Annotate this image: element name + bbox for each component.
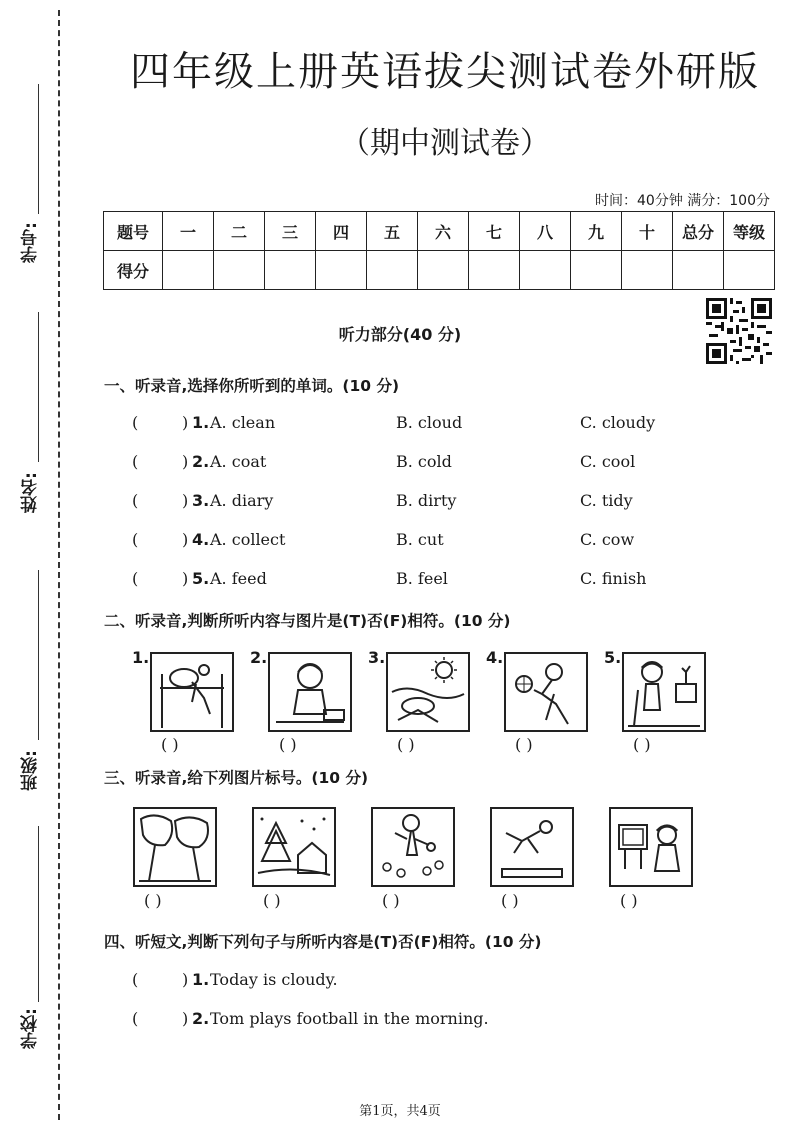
option-b: B. cut <box>396 530 444 549</box>
q1-item: ( ) 3. A. diary B. dirty C. tidy <box>132 491 633 510</box>
score-input-cell[interactable] <box>520 251 571 290</box>
option-c: C. cow <box>580 530 635 549</box>
option-b: B. dirty <box>396 491 457 510</box>
boy-watching-tv-icon <box>609 807 693 887</box>
answer-blank[interactable]: ) <box>182 413 189 432</box>
score-table-header-row <box>104 212 775 251</box>
q2-heading: 二、听录音,判断所听内容与图片是(T)否(F)相符。(10 分) <box>104 612 511 630</box>
answer-blank[interactable]: ( ) <box>161 735 179 754</box>
q1-item: ( ) 5. A. feed B. feel C. finish <box>132 569 647 588</box>
option-c: C. cool <box>580 452 636 471</box>
statement-text: Tom plays football in the morning. <box>210 1009 489 1028</box>
option-a: A. clean <box>210 413 276 432</box>
girl-picking-apples-icon <box>371 807 455 887</box>
class-label: 班级: <box>21 750 41 791</box>
boy-sweeping-icon <box>622 652 706 732</box>
option-c: C. tidy <box>580 491 633 510</box>
score-row-label: 得分 <box>104 251 163 290</box>
answer-blank[interactable]: ( ) <box>382 891 400 910</box>
answer-blank[interactable]: ) <box>182 1009 189 1028</box>
answer-blank[interactable]: ) <box>182 970 189 989</box>
answer-blank[interactable]: ( ) <box>397 735 415 754</box>
listening-section-heading: 听力部分(40 分) <box>338 325 462 344</box>
answer-blank[interactable]: ) <box>182 569 189 588</box>
option-a: A. collect <box>210 530 286 549</box>
answer-blank[interactable]: ( ) <box>263 891 281 910</box>
score-header-cell: 八 <box>520 212 571 251</box>
student-id-line <box>38 84 39 214</box>
score-header-cell: 等级 <box>724 212 775 251</box>
score-header-cell: 三 <box>265 212 316 251</box>
picture-number: 5. <box>604 648 622 667</box>
school-line <box>38 826 39 1002</box>
school-label: 学校: <box>21 1008 41 1049</box>
sunny-beach-icon <box>386 652 470 732</box>
answer-blank[interactable]: ( ) <box>144 891 162 910</box>
option-c: C. cloudy <box>580 413 656 432</box>
option-a: A. coat <box>210 452 267 471</box>
score-header-cell: 五 <box>367 212 418 251</box>
windy-trees-icon <box>133 807 217 887</box>
picture-number: 4. <box>486 648 504 667</box>
page-title: 四年级上册英语拔尖测试卷外研版 <box>130 49 760 95</box>
option-b: B. cold <box>396 452 452 471</box>
page-subtitle: （期中测试卷） <box>340 126 550 161</box>
score-table-score-row <box>104 251 775 290</box>
score-input-cell[interactable] <box>163 251 214 290</box>
q1-item: ( ) 2. A. coat B. cold C. cool <box>132 452 636 471</box>
option-b: B. cloud <box>396 413 463 432</box>
answer-blank[interactable]: ( ) <box>633 735 651 754</box>
name-label: 姓名: <box>21 472 41 513</box>
score-input-cell[interactable] <box>418 251 469 290</box>
long-jump-icon <box>490 807 574 887</box>
score-input-cell[interactable] <box>214 251 265 290</box>
girl-sewing-icon <box>268 652 352 732</box>
answer-blank[interactable]: ) <box>182 491 189 510</box>
time-info: 时间：40分钟 满分：100分 <box>595 193 770 209</box>
answer-blank[interactable]: ( ) <box>515 735 533 754</box>
q3-heading: 三、听录音,给下列图片标号。(10 分) <box>104 769 369 787</box>
score-input-cell[interactable] <box>571 251 622 290</box>
high-jump-icon <box>150 652 234 732</box>
picture-number: 2. <box>250 648 268 667</box>
answer-blank[interactable]: ( ) <box>501 891 519 910</box>
binding-dashed-line <box>58 10 60 1120</box>
answer-blank[interactable]: ( ) <box>620 891 638 910</box>
score-input-cell[interactable] <box>724 251 775 290</box>
score-input-cell[interactable] <box>622 251 673 290</box>
q1-heading: 一、听录音,选择你所听到的单词。(10 分) <box>104 377 400 395</box>
score-input-cell[interactable] <box>367 251 418 290</box>
class-line <box>38 570 39 740</box>
option-b: B. feel <box>396 569 448 588</box>
score-header-cell: 四 <box>316 212 367 251</box>
volleyball-girl-icon <box>504 652 588 732</box>
answer-blank[interactable]: ) <box>182 530 189 549</box>
answer-blank[interactable]: ) <box>182 452 189 471</box>
score-header-cell: 二 <box>214 212 265 251</box>
statement-text: Today is cloudy. <box>210 970 338 989</box>
score-input-cell[interactable] <box>469 251 520 290</box>
q4-item: ( ) 1. Today is cloudy. <box>132 970 338 989</box>
score-header-cell: 总分 <box>673 212 724 251</box>
score-header-cell: 七 <box>469 212 520 251</box>
score-input-cell[interactable] <box>673 251 724 290</box>
answer-blank[interactable]: ( ) <box>279 735 297 754</box>
score-header-cell: 十 <box>622 212 673 251</box>
score-input-cell[interactable] <box>265 251 316 290</box>
option-a: A. feed <box>210 569 267 588</box>
page-footer: 第1页，共4页 <box>359 1104 441 1119</box>
snowy-house-icon <box>252 807 336 887</box>
q1-item: ( ) 1. A. clean B. cloud C. cloudy <box>132 413 656 432</box>
q1-item: ( ) 4. A. collect B. cut C. cow <box>132 530 635 549</box>
picture-number: 1. <box>132 648 150 667</box>
score-header-cell: 一 <box>163 212 214 251</box>
q4-heading: 四、听短文,判断下列句子与所听内容是(T)否(F)相符。(10 分) <box>104 933 542 951</box>
q4-item: ( ) 2. Tom plays football in the morning. <box>132 1009 489 1028</box>
picture-number: 3. <box>368 648 386 667</box>
score-header-cell: 题号 <box>104 212 163 251</box>
score-input-cell[interactable] <box>316 251 367 290</box>
score-table <box>103 211 775 290</box>
score-header-cell: 六 <box>418 212 469 251</box>
option-a: A. diary <box>210 491 274 510</box>
student-id-label: 学号: <box>21 222 41 263</box>
option-c: C. finish <box>580 569 647 588</box>
score-header-cell: 九 <box>571 212 622 251</box>
